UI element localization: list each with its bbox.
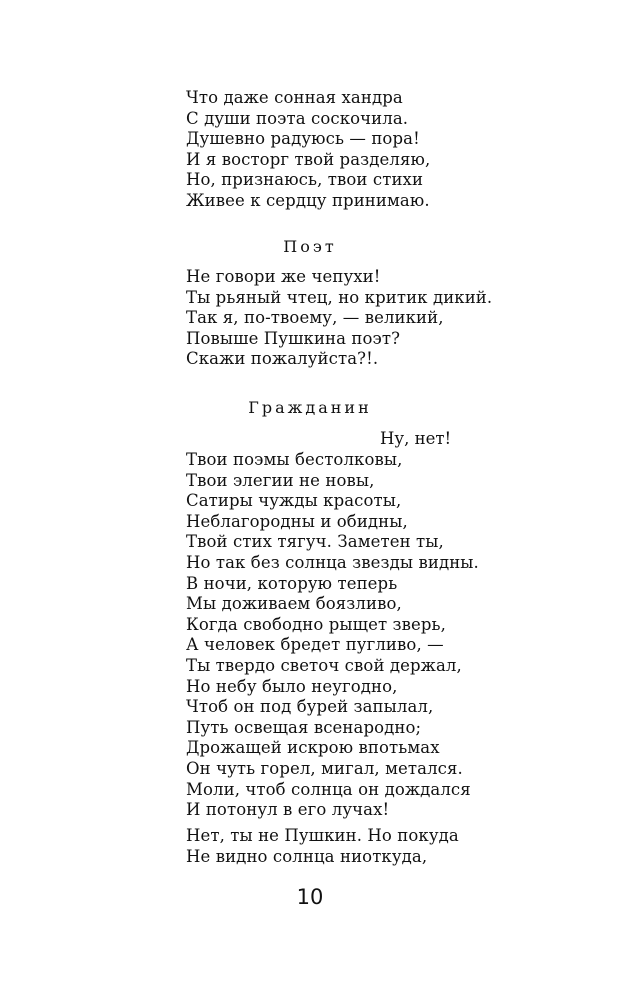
verse-line: Ты твердо светоч свой держал, — [186, 655, 462, 675]
verse-line: И я восторг твой разделяю, — [186, 149, 431, 169]
verse-line: Так я, по-твоему, — великий, — [186, 308, 444, 328]
verse-line: Живее к сердцу принимаю. — [186, 190, 430, 210]
verse-line: Мы доживаем боязливо, — [186, 594, 402, 614]
verse-line: Сатиры чужды красоты, — [186, 491, 402, 511]
verse-line: Когда свободно рыщет зверь, — [186, 614, 446, 634]
verse-line: Ты рьяный чтец, но критик дикий. — [186, 287, 493, 307]
verse-line: Нет, ты не Пушкин. Но покуда — [186, 826, 459, 845]
verse-line: Но, признаюсь, твои стихи — [186, 170, 424, 190]
verse-line: А человек бредет пугливо, — — [186, 635, 444, 655]
verse-line: И потонул в его лучах! — [186, 800, 390, 820]
page-number: 10 — [296, 885, 324, 909]
speaker-poet: Поэт — [283, 237, 337, 256]
citizen-first-line: Ну, нет! — [380, 429, 452, 448]
verse-line: Повыше Пушкина поэт? — [186, 328, 401, 348]
verse-line: Твой стих тягуч. Заметен ты, — [186, 532, 444, 552]
verse-line: Что даже сонная хандра — [186, 88, 403, 107]
speaker-citizen: Гражданин — [248, 398, 372, 417]
verse-line: Но небу было неугодно, — [186, 676, 398, 696]
verse-line: Но так без солнца звезды видны. — [186, 552, 479, 572]
verse-line: Твои элегии не новы, — [186, 470, 375, 490]
verse-line: Скажи пожалуйста?!. — [186, 349, 379, 369]
verse-line: Не видно солнца ниоткуда, — [186, 846, 428, 866]
verse-line: Душевно радуюсь — пора! — [186, 129, 420, 149]
verse-line: Твои поэмы бестолковы, — [186, 450, 403, 469]
stanza-2 — [186, 267, 586, 370]
stanza-3 — [186, 450, 586, 821]
verse-line: Моли, чтоб солнца он дождался — [186, 779, 471, 799]
verse-line: Чтоб он под бурей запылал, — [186, 697, 434, 717]
verse-line: Не говори же чепухи! — [186, 267, 381, 286]
verse-line: Неблагородны и обидны, — [186, 511, 408, 531]
verse-line: Он чуть горел, мигал, метался. — [186, 758, 463, 778]
verse-line: В ночи, которую теперь — [186, 573, 398, 593]
verse-line: Дрожащей искрою впотьмах — [186, 738, 440, 758]
verse-line: Путь освещая всенародно; — [186, 717, 422, 737]
stanza-4 — [186, 826, 586, 867]
verse-line: С души поэта соскочила. — [186, 108, 409, 128]
stanza-1 — [186, 88, 586, 212]
